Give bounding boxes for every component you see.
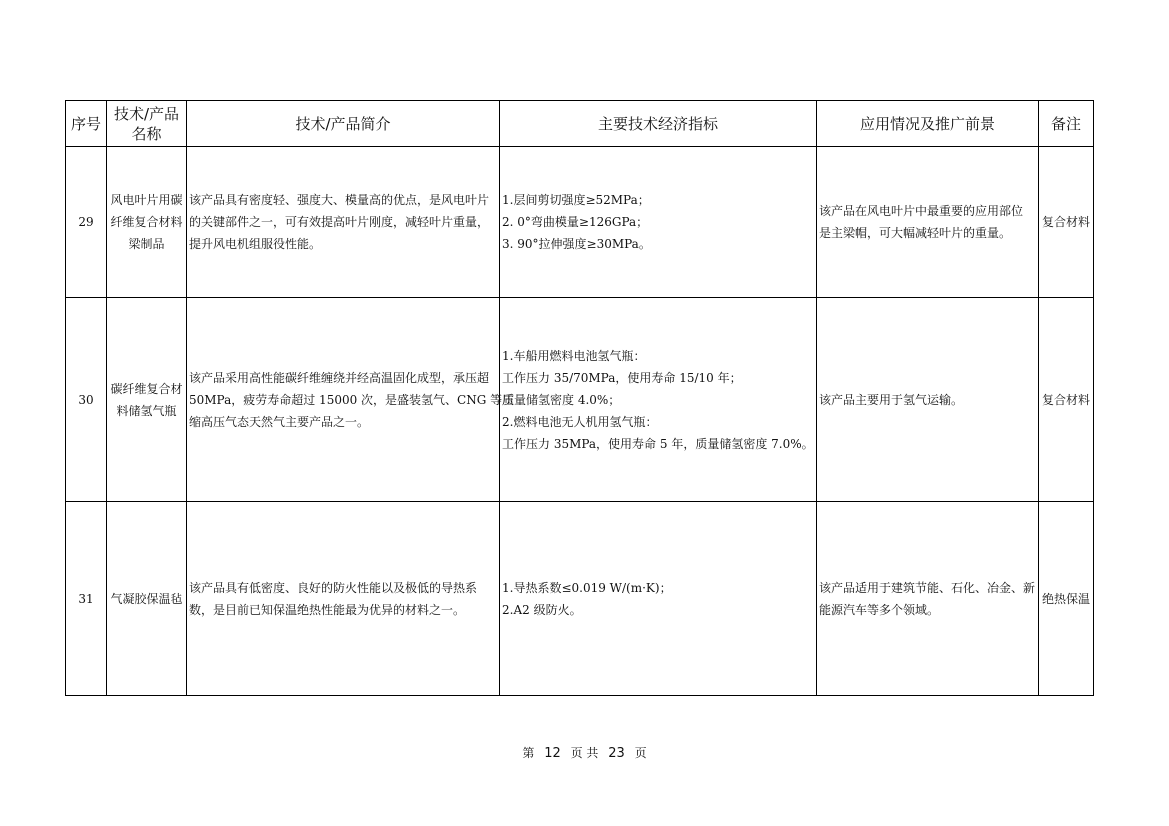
row-indicators [500,147,817,298]
row-intro-line: 的关键部件之一，可有效提高叶片刚度，减轻叶片重量， [189,215,490,229]
row-seq: 29 [66,147,107,298]
row-indicator-line: 2.燃料电池无人机用氢气瓶： [502,414,658,429]
row-intro-line: 50MPa，疲劳寿命超过 15000 次，是盛装氢气、CNG 等压 [189,392,515,407]
row-indicator-line: 质量储氢密度 4.0%； [502,392,621,407]
row-application-line: 该产品在风电叶片中最重要的应用部位 [819,204,1024,218]
row-application [817,298,1039,502]
footer-suffix: 页 [634,746,647,760]
row-indicator-line: 1.层间剪切强度≥52MPa； [502,193,650,207]
row-indicator-line: 3. 90°拉伸强度≥30MPa。 [502,237,651,251]
row-application-line: 该产品适用于建筑节能、石化、冶金、新 [819,580,1036,595]
row-name-line: 碳纤维复合材 [110,381,183,396]
row-indicators [500,298,817,502]
row-name-line: 风电叶片用碳 [110,193,183,207]
row-remark: 绝热保温 [1039,502,1094,696]
header-intro: 技术/产品简介 [187,101,500,147]
row-intro-line: 该产品具有低密度、良好的防火性能以及极低的导热系 [189,580,478,595]
row-application-line: 能源汽车等多个领域。 [819,602,940,617]
header-name: 技术/产品名称 [107,101,187,147]
footer-page-number: 12 [544,746,561,761]
footer-middle: 页 共 [570,746,599,760]
row-intro-line: 该产品采用高性能碳纤维缠绕并经高温固化成型，承压超 [189,370,490,385]
row-indicator-line: 1.车船用燃料电池氢气瓶： [502,348,646,363]
row-intro [187,298,515,502]
header-seq: 序号 [66,101,107,147]
row-intro-line: 数，是目前已知保温绝热性能最为优异的材料之一。 [189,602,466,617]
row-name-line: 梁制品 [128,237,165,251]
footer-total-pages: 23 [608,746,625,761]
row-name-line: 纤维复合材料 [110,215,183,229]
row-indicator-line: 工作压力 35MPa，使用寿命 5 年，质量储氢密度 7.0%。 [502,436,814,451]
table-row [66,147,1094,298]
row-name [107,298,187,502]
row-seq: 31 [66,502,107,696]
header-application: 应用情况及推广前景 [817,101,1039,147]
row-application-line: 是主梁帽，可大幅减轻叶片的重量。 [819,226,1012,240]
page-footer [0,744,1169,761]
row-name [107,502,187,696]
row-indicator-line: 2.A2 级防火。 [502,602,582,617]
row-name [107,147,187,298]
row-intro-line: 缩高压气态天然气主要产品之一。 [189,414,370,429]
row-application [817,502,1039,696]
row-seq: 30 [66,298,107,502]
header-indicators: 主要技术经济指标 [500,101,817,147]
row-name-line: 气凝胶保温毡 [110,591,183,606]
row-intro-line: 该产品具有密度轻、强度大、模量高的优点，是风电叶片 [189,193,490,207]
row-application [817,147,1039,298]
footer-prefix: 第 [522,746,535,760]
row-indicator-line: 2. 0°弯曲模量≥126GPa； [502,215,649,229]
row-indicators [500,502,817,696]
row-indicator-line: 工作压力 35/70MPa，使用寿命 15/10 年； [502,370,742,385]
table-row [66,298,1094,502]
row-indicator-line: 1.导热系数≤0.019 W/(m·K)； [502,580,672,595]
table-row [66,502,1094,696]
product-table [65,100,1094,696]
row-intro [187,502,500,696]
row-intro [187,147,500,298]
header-remark: 备注 [1039,101,1094,147]
row-remark: 复合材料 [1039,147,1094,298]
row-intro-line: 提升风电机组服役性能。 [189,237,322,251]
row-name-line: 料储氢气瓶 [116,403,177,418]
table-header-row [66,101,1094,147]
row-application-line: 该产品主要用于氢气运输。 [819,392,964,407]
row-remark: 复合材料 [1039,298,1094,502]
